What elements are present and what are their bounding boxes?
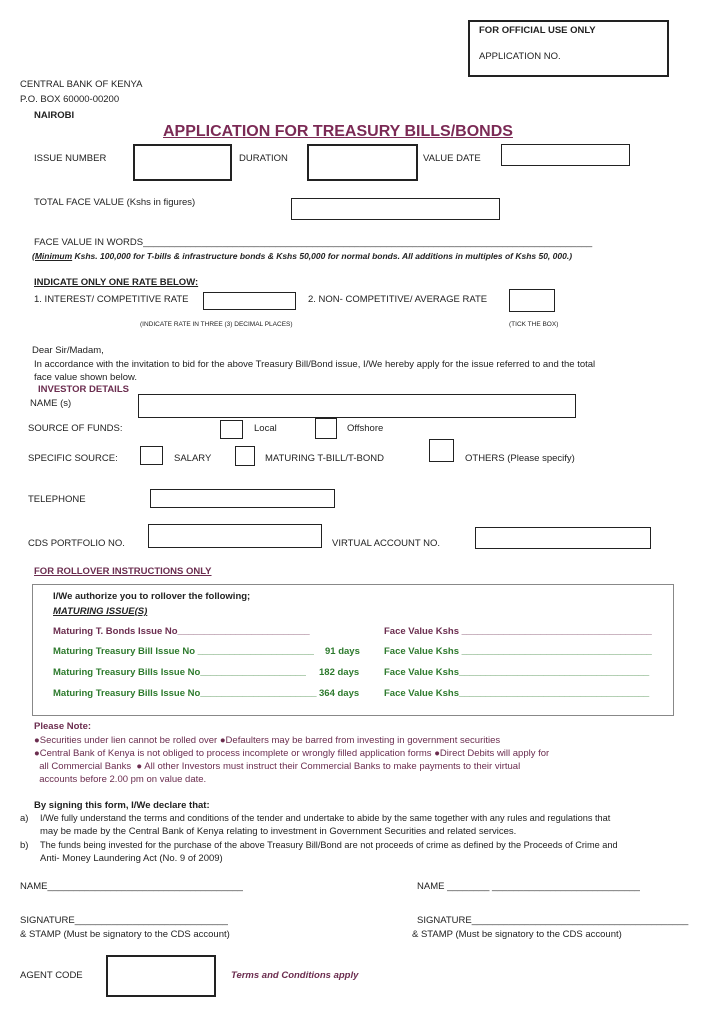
note-line-4: accounts before 2.00 pm on value date. — [34, 774, 207, 785]
official-use-title: FOR OFFICIAL USE ONLY — [479, 25, 596, 36]
face-value-words-line[interactable]: FACE VALUE IN WORDS_____________________________________________________________________________________ — [34, 237, 593, 248]
offshore-label: Offshore — [347, 423, 384, 434]
rollover-row-4-days: 364 days — [319, 688, 360, 699]
rollover-row-2-left[interactable]: Maturing Treasury Bill Issue No ______________________ — [53, 646, 314, 657]
local-checkbox[interactable] — [220, 420, 243, 439]
names-field[interactable] — [138, 394, 576, 418]
interest-competitive-label: 1. INTEREST/ COMPETITIVE RATE — [34, 294, 189, 305]
duration-label: DURATION — [239, 153, 288, 164]
rollover-row-3-days: 182 days — [319, 667, 360, 678]
address-line-2: P.O. BOX 60000-00200 — [20, 94, 120, 105]
maturing-label: MATURING T-BILL/T-BOND — [265, 453, 384, 464]
duration-field[interactable] — [307, 144, 418, 181]
rollover-row-1-right[interactable]: Face Value Kshs ____________________________________ — [384, 626, 652, 637]
names-label: NAME (s) — [30, 398, 72, 409]
cds-portfolio-field[interactable] — [148, 524, 322, 548]
total-face-value-field[interactable] — [291, 198, 500, 220]
stamp-note-right: & STAMP (Must be signatory to the CDS account) — [412, 929, 622, 940]
rollover-row-2-days: 91 days — [325, 646, 360, 657]
note-line-1: ●Securities under lien cannot be rolled over ●Defaulters may be barred from investing in government securities — [34, 735, 501, 746]
address-line-1: CENTRAL BANK OF KENYA — [20, 79, 143, 90]
application-no-label: APPLICATION NO. — [479, 51, 561, 62]
maturing-checkbox[interactable] — [235, 446, 255, 466]
signature-line-left[interactable]: SIGNATURE_____________________________ — [20, 915, 228, 926]
signature-line-right[interactable]: SIGNATURE_________________________________________ — [417, 915, 689, 926]
maturing-issues-label: MATURING ISSUE(S) — [53, 606, 148, 617]
value-date-label: VALUE DATE — [423, 153, 481, 164]
value-date-field[interactable] — [501, 144, 630, 166]
declaration-heading: By signing this form, I/We declare that: — [34, 800, 210, 811]
salary-checkbox[interactable] — [140, 446, 163, 465]
issue-number-label: ISSUE NUMBER — [34, 153, 107, 164]
non-competitive-checkbox[interactable] — [509, 289, 555, 312]
stamp-note-left: & STAMP (Must be signatory to the CDS account) — [20, 929, 230, 940]
virtual-account-field[interactable] — [475, 527, 651, 549]
offshore-checkbox[interactable] — [315, 418, 337, 439]
local-label: Local — [254, 423, 277, 434]
please-note-heading: Please Note: — [34, 721, 92, 732]
virtual-account-label: VIRTUAL ACCOUNT NO. — [332, 538, 441, 549]
non-competitive-label: 2. NON- COMPETITIVE/ AVERAGE RATE — [308, 294, 488, 305]
salutation: Dear Sir/Madam, — [32, 345, 104, 356]
declaration-a-line-1: I/We fully understand the terms and conditions of the tender and undertake to abide by the same together with any rules and regulations that — [40, 813, 611, 823]
others-checkbox[interactable] — [429, 439, 454, 462]
telephone-field[interactable] — [150, 489, 335, 508]
minimum-note: (Minimum Kshs. 100,000 for T-bills & infrastructure bonds & Kshs 50,000 for normal bonds. All additions in multiples of Kshs 50, 000.) — [32, 251, 573, 261]
investor-details-heading: INVESTOR DETAILS — [38, 384, 129, 395]
accordance-line-1: In accordance with the invitation to bid for the above Treasury Bill/Bond issue, I/We hereby apply for the issue referred to and the total — [34, 359, 596, 370]
tick-box-note: (TICK THE BOX) — [509, 321, 559, 328]
note-line-3: all Commercial Banks ● All other Investors must instruct their Commercial Banks to make payments to their virtual — [34, 761, 521, 772]
name-line-right[interactable]: NAME ________ ____________________________ — [417, 881, 640, 892]
issue-number-field[interactable] — [133, 144, 232, 181]
declaration-b-line-1: The funds being invested for the purchase of the above Treasury Bill/Bond are not proceeds of crime as defined by the Proceeds of Crime and — [40, 840, 618, 850]
salary-label: SALARY — [174, 453, 212, 464]
specific-source-label: SPECIFIC SOURCE: — [28, 453, 118, 464]
agent-code-label: AGENT CODE — [20, 970, 83, 981]
rollover-row-3-left[interactable]: Maturing Treasury Bills Issue No____________________ — [53, 667, 306, 678]
note-line-2: ●Central Bank of Kenya is not obliged to process incomplete or wrongly filled application forms ●Direct Debits will apply for — [34, 748, 550, 759]
rollover-row-4-right[interactable]: Face Value Kshs____________________________________ — [384, 688, 650, 699]
others-label: OTHERS (Please specify) — [465, 453, 575, 464]
rollover-authorize: I/We authorize you to rollover the following; — [53, 591, 251, 602]
total-face-value-label: TOTAL FACE VALUE (Kshs in figures) — [34, 197, 196, 208]
rollover-row-1-left[interactable]: Maturing T. Bonds Issue No_________________________ — [53, 626, 310, 637]
page-title: APPLICATION FOR TREASURY BILLS/BONDS — [163, 123, 513, 140]
telephone-label: TELEPHONE — [28, 494, 86, 505]
declaration-a-line-2: may be made by the Central Bank of Kenya relating to investment in Government Securities and related services. — [40, 826, 517, 837]
declaration-b-line-2: Anti- Money Laundering Act (No. 9 of 2009) — [40, 853, 223, 864]
competitive-rate-field[interactable] — [203, 292, 296, 310]
rollover-row-2-right[interactable]: Face Value Kshs ____________________________________ — [384, 646, 652, 657]
terms-note: Terms and Conditions apply — [231, 970, 359, 981]
accordance-line-2: face value shown below. — [34, 372, 137, 383]
address-line-3: NAIROBI — [34, 110, 75, 121]
declaration-b-label: b) — [20, 840, 29, 851]
decimal-places-note: (INDICATE RATE IN THREE (3) DECIMAL PLACES) — [140, 321, 293, 328]
rollover-row-3-right[interactable]: Face Value Kshs____________________________________ — [384, 667, 650, 678]
rollover-row-4-left[interactable]: Maturing Treasury Bills Issue No______________________ — [53, 688, 317, 699]
agent-code-field[interactable] — [106, 955, 216, 997]
declaration-a-label: a) — [20, 813, 29, 824]
indicate-rate-heading: INDICATE ONLY ONE RATE BELOW: — [34, 277, 199, 288]
name-line-left[interactable]: NAME_____________________________________ — [20, 881, 243, 892]
rollover-heading: FOR ROLLOVER INSTRUCTIONS ONLY — [34, 566, 212, 577]
source-of-funds-label: SOURCE OF FUNDS: — [28, 423, 123, 434]
cds-portfolio-label: CDS PORTFOLIO NO. — [28, 538, 125, 549]
